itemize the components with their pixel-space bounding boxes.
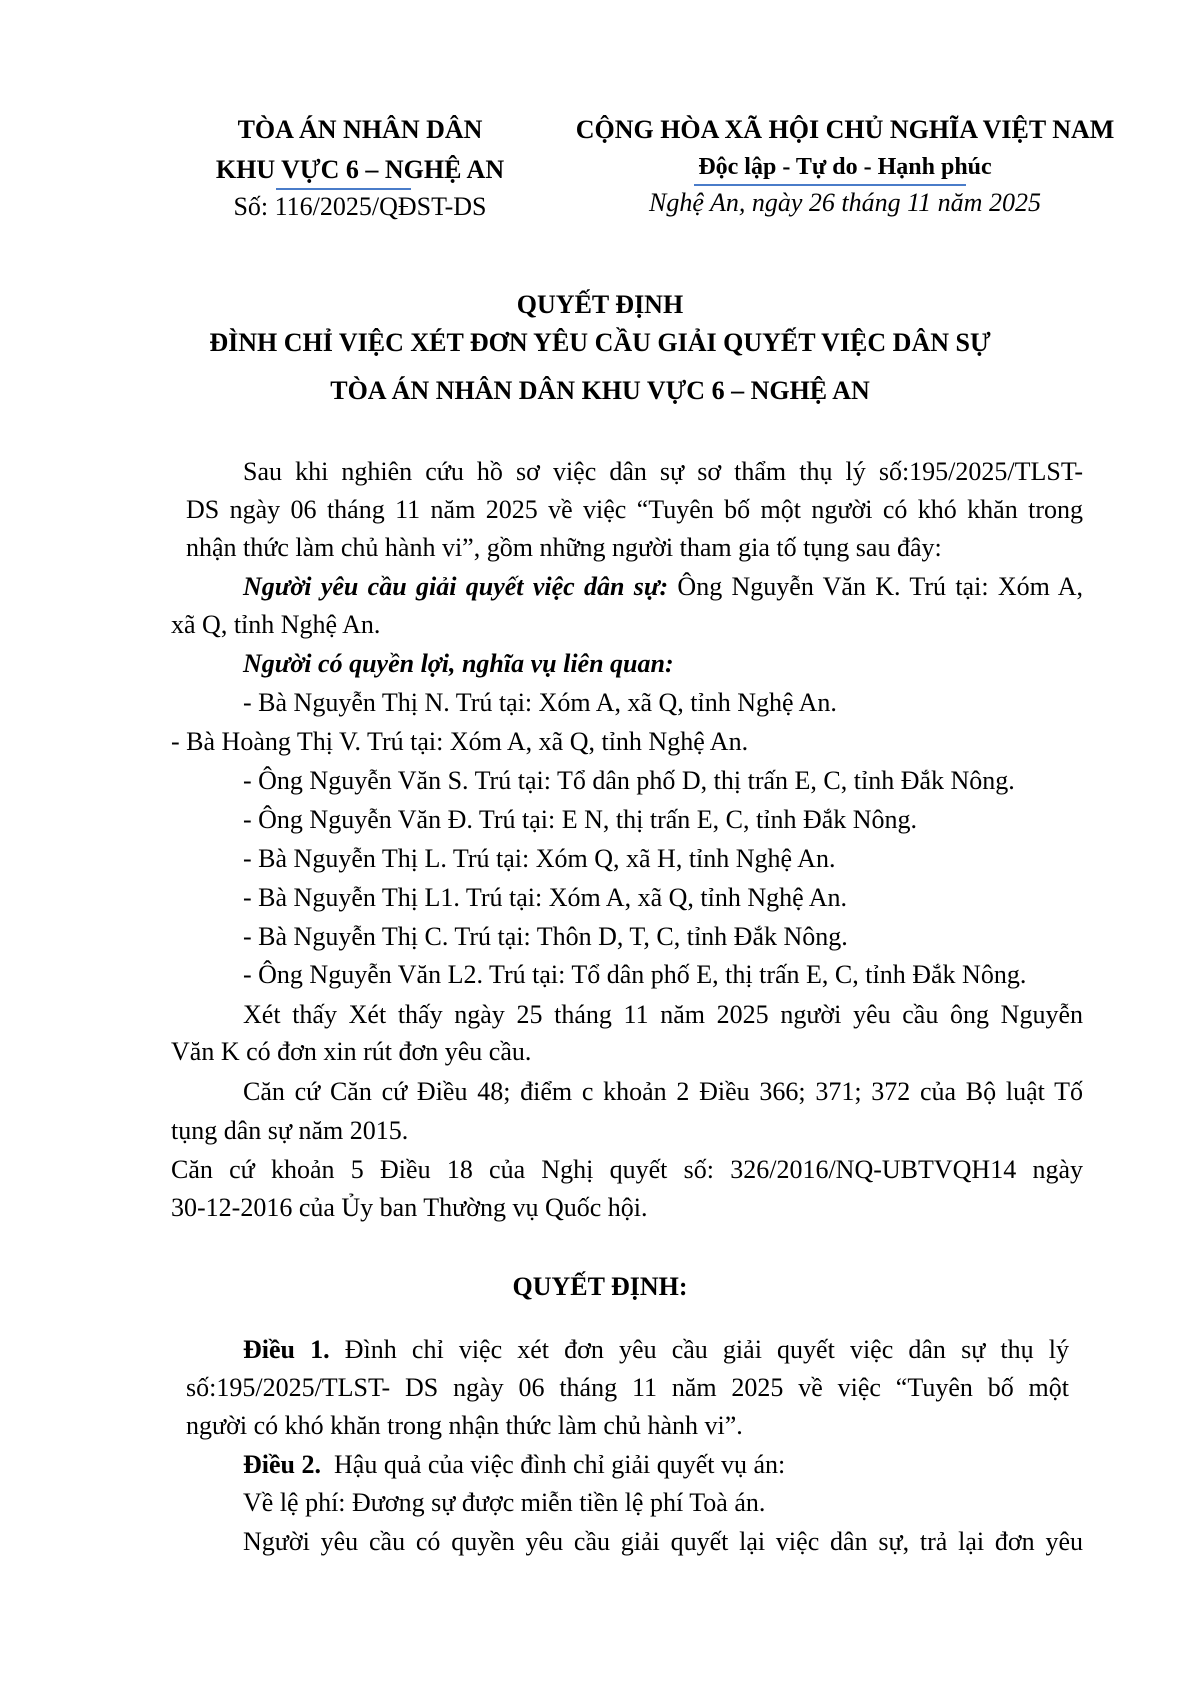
article1-line <box>243 1335 1069 1365</box>
requester-cont: xã Q, tỉnh Nghệ An. <box>171 610 381 639</box>
finding-line: Văn K có đơn xin rút đơn yêu cầu. <box>171 1037 532 1066</box>
article2-line <box>243 1450 785 1480</box>
related-person: - Ông Nguyễn Văn L2. Trú tại: Tổ dân phố E, thị trấn E, C, tỉnh Đắk Nông. <box>243 960 1027 989</box>
basis1-line: tụng dân sự năm 2015. <box>171 1116 409 1145</box>
intro-line: Sau khi nghiên cứu hồ sơ việc dân sự sơ thẩm thụ lý số:195/2025/TLST- <box>243 457 1083 486</box>
article1-line: số:195/2025/TLST- DS ngày 06 tháng 11 năm 2025 về việc “Tuyên bố một <box>186 1373 1069 1402</box>
related-person: - Ông Nguyễn Văn Đ. Trú tại: E N, thị trấn E, C, tỉnh Đắk Nông. <box>243 805 918 834</box>
motto-underline <box>694 184 966 186</box>
basis2-line: Căn cứ khoản 5 Điều 18 của Nghị quyết số: 326/2016/NQ-UBTVQH14 ngày <box>171 1155 1083 1184</box>
related-person: - Bà Nguyễn Thị L1. Trú tại: Xóm A, xã Q, tỉnh Nghệ An. <box>243 883 848 912</box>
article2-label: Điều 2. <box>243 1450 321 1479</box>
document-number: Số: 116/2025/QĐST-DS <box>233 192 487 221</box>
court-region: KHU VỰC 6 – NGHỆ AN <box>215 155 505 184</box>
court-name: TÒA ÁN NHÂN DÂN <box>237 115 483 144</box>
rights-line: Người yêu cầu có quyền yêu cầu giải quyết lại việc dân sự, trả lại đơn yêu <box>243 1527 1083 1556</box>
article1-text: Đình chỉ việc xét đơn yêu cầu giải quyết việc dân sự thụ lý <box>329 1335 1070 1364</box>
decision-heading: QUYẾT ĐỊNH: <box>512 1272 688 1301</box>
title-court: TÒA ÁN NHÂN DÂN KHU VỰC 6 – NGHỆ AN <box>330 376 870 405</box>
related-person: - Ông Nguyễn Văn S. Trú tại: Tổ dân phố D, thị trấn E, C, tỉnh Đắk Nông. <box>243 766 1015 795</box>
related-person: - Bà Nguyễn Thị C. Trú tại: Thôn D, T, C, tỉnh Đắk Nông. <box>243 922 848 951</box>
related-label: Người có quyền lợi, nghĩa vụ liên quan: <box>243 649 674 678</box>
related-person: - Bà Nguyễn Thị L. Trú tại: Xóm Q, xã H, tỉnh Nghệ An. <box>243 844 836 873</box>
intro-line: nhận thức làm chủ hành vi”, gồm những người tham gia tố tụng sau đây: <box>186 533 942 562</box>
article2-text: Hậu quả của việc đình chỉ giải quyết vụ án: <box>321 1450 786 1479</box>
title-decision: QUYẾT ĐỊNH <box>516 290 684 319</box>
court-underline <box>276 188 411 190</box>
title-subject: ĐÌNH CHỈ VIỆC XÉT ĐƠN YÊU CẦU GIẢI QUYẾT VIỆC DÂN SỰ <box>209 328 991 357</box>
article1-line: người có khó khăn trong nhận thức làm chủ hành vi”. <box>186 1411 743 1440</box>
motto: Độc lập - Tự do - Hạnh phúc <box>698 154 992 180</box>
requester-line <box>243 572 1083 602</box>
fee-line: Về lệ phí: Đương sự được miễn tiền lệ phí Toà án. <box>243 1488 766 1517</box>
article1-label: Điều 1. <box>243 1335 330 1364</box>
place-date: Nghệ An, ngày 26 tháng 11 năm 2025 <box>649 188 1041 217</box>
related-person: - Bà Nguyễn Thị N. Trú tại: Xóm A, xã Q, tỉnh Nghệ An. <box>243 688 837 717</box>
nation-name: CỘNG HÒA XÃ HỘI CHỦ NGHĨA VIỆT NAM <box>575 115 1115 144</box>
intro-line: DS ngày 06 tháng 11 năm 2025 về việc “Tuyên bố một người có khó khăn trong <box>186 495 1083 524</box>
finding-line: Xét thấy Xét thấy ngày 25 tháng 11 năm 2025 người yêu cầu ông Nguyễn <box>243 1000 1083 1029</box>
related-person: - Bà Hoàng Thị V. Trú tại: Xóm A, xã Q, tỉnh Nghệ An. <box>171 727 749 756</box>
requester-text: Ông Nguyễn Văn K. Trú tại: Xóm A, <box>668 572 1084 601</box>
requester-label: Người yêu cầu giải quyết việc dân sự: <box>243 572 669 601</box>
basis1-line: Căn cứ Căn cứ Điều 48; điểm c khoản 2 Điều 366; 371; 372 của Bộ luật Tố <box>243 1077 1083 1106</box>
basis2-line: 30-12-2016 của Ủy ban Thường vụ Quốc hội. <box>171 1193 648 1222</box>
